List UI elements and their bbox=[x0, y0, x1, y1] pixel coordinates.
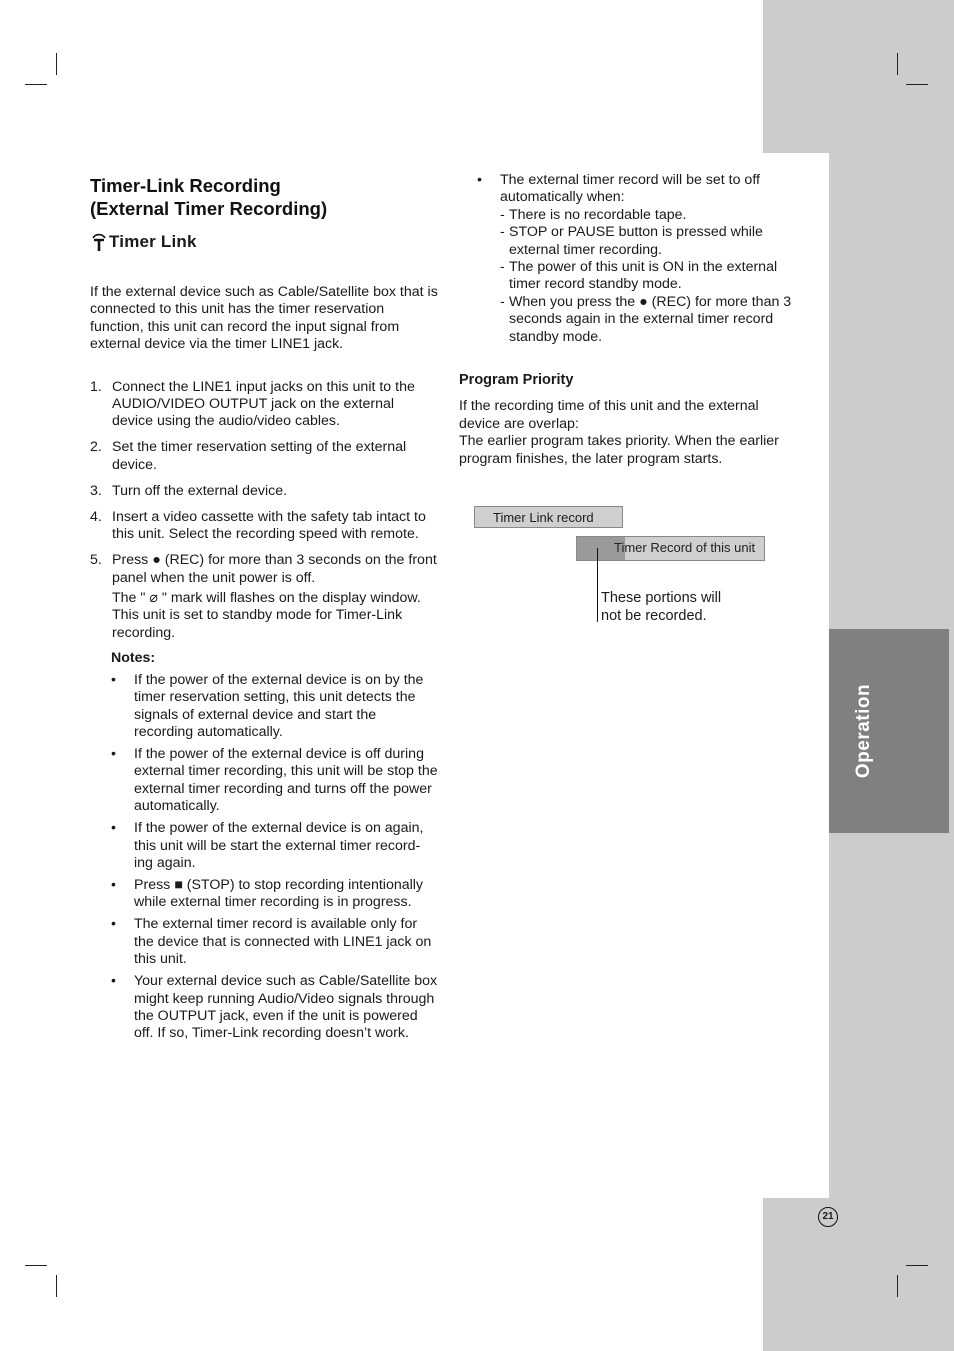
crop-mark bbox=[25, 1265, 47, 1266]
list-item bbox=[90, 877, 438, 912]
notes-list bbox=[90, 672, 438, 1043]
logo-text: Timer Link bbox=[109, 232, 197, 252]
list-item bbox=[90, 509, 438, 544]
step-number: 4. bbox=[90, 508, 102, 525]
crop-mark bbox=[906, 1265, 928, 1266]
page-number: 21 bbox=[818, 1207, 838, 1227]
list-item bbox=[90, 379, 438, 431]
timer-record-unit-label: Timer Record of this unit bbox=[614, 540, 756, 555]
step-text: Turn off the external device. bbox=[112, 482, 288, 499]
notes-heading: Notes: bbox=[111, 650, 156, 667]
title-line-1: Timer-Link Recording bbox=[90, 175, 281, 196]
bullet-icon: • bbox=[111, 820, 116, 837]
list-item bbox=[90, 439, 438, 474]
condition-text: STOP or PAUSE button is pressed while external timer recording. bbox=[509, 224, 763, 258]
right-column bbox=[459, 172, 799, 468]
steps-list bbox=[90, 379, 438, 643]
step-number: 3. bbox=[90, 482, 102, 499]
step-text: Set the timer reservation setting of the external device. bbox=[112, 439, 407, 473]
bullet-icon: • bbox=[111, 876, 116, 893]
crop-mark bbox=[56, 1275, 57, 1297]
priority-paragraph-1: If the recording time of this unit and the external device are overlap: bbox=[459, 398, 759, 432]
note-text: If the power of the external device is on by the timer reservation setting, this unit detects the signals of external device and start the recording automatically. bbox=[134, 671, 424, 740]
list-item: - There is no recordable tape. bbox=[500, 206, 687, 223]
step-text-b: The " ⌀ " mark will flashes on the display window. This unit is set to standby mode for Timer-Link recording. bbox=[112, 590, 421, 641]
intro-paragraph: If the external device such as Cable/Satellite box that is connected to this unit has the timer reservation function, this unit can record the input signal from external device via the timer LINE1 jack. bbox=[90, 284, 438, 353]
note-text: The external timer record is available only for the device that is connected with LINE1 jack on this unit. bbox=[134, 916, 432, 968]
side-margin-top bbox=[763, 0, 954, 153]
section-tab-label: Operation bbox=[853, 683, 874, 779]
bullet-icon: • bbox=[111, 916, 116, 933]
crop-mark bbox=[897, 1275, 898, 1297]
list-item bbox=[90, 973, 438, 1043]
list-item: - STOP or PAUSE button is pressed while external timer recording. bbox=[500, 224, 799, 259]
step-number: 5. bbox=[90, 552, 102, 569]
side-margin-bottom bbox=[763, 1198, 954, 1351]
list-item: - When you press the ● (REC) for more than 3 seconds again in the external timer record standby mode. bbox=[500, 294, 799, 346]
list-item bbox=[90, 746, 438, 816]
timer-link-icon bbox=[90, 232, 108, 252]
list-item: - The power of this unit is ON in the external timer record standby mode. bbox=[500, 259, 799, 294]
crop-mark bbox=[25, 84, 47, 85]
note-text: If the power of the external device is off during external timer recording, this unit will be stop the external timer recording and turns off the power automatically. bbox=[134, 745, 438, 815]
condition-text: There is no recordable tape. bbox=[509, 206, 687, 223]
left-column bbox=[90, 172, 438, 1047]
list-item bbox=[90, 552, 438, 642]
auto-off-bullet bbox=[459, 172, 799, 346]
note-text: If the power of the external device is on again, this unit will be start the external timer record-ing again. bbox=[134, 820, 424, 871]
timer-link-logo bbox=[90, 230, 438, 254]
condition-text: The power of this unit is ON in the external timer record standby mode. bbox=[509, 259, 778, 293]
step-text-a: Press ● (REC) for more than 3 seconds on the front panel when the unit power is off. bbox=[112, 552, 437, 586]
list-item bbox=[90, 483, 438, 500]
section-tab bbox=[829, 629, 949, 833]
priority-paragraph-2: The earlier program takes priority. When the earlier program finishes, the later program starts. bbox=[459, 433, 779, 467]
step-number: 1. bbox=[90, 378, 102, 395]
bullet-icon: • bbox=[111, 671, 116, 688]
crop-mark bbox=[897, 53, 898, 75]
section-title bbox=[90, 174, 438, 220]
overlap-note bbox=[601, 590, 721, 625]
step-number: 2. bbox=[90, 439, 102, 456]
overlap-note-line-1: These portions will bbox=[601, 590, 722, 606]
bullet-icon: • bbox=[111, 973, 116, 990]
step-text: Insert a video cassette with the safety tab intact to this unit. Select the recording speed with remote. bbox=[112, 508, 426, 543]
program-priority-heading: Program Priority bbox=[459, 372, 574, 389]
list-item bbox=[90, 820, 438, 872]
step-text: Connect the LINE1 input jacks on this unit to the AUDIO/VIDEO OUTPUT jack on the external device using the audio/video cables. bbox=[112, 378, 415, 430]
auto-off-conditions bbox=[500, 207, 799, 346]
crop-mark bbox=[906, 84, 928, 85]
bullet-intro: The external timer record will be set to off automatically when: bbox=[500, 172, 760, 206]
overlap-pointer-line bbox=[597, 548, 598, 622]
note-text: Your external device such as Cable/Satellite box might keep running Audio/Video signals through the OUTPUT jack, even if the unit is powered off. If so, Timer-Link recording doesn’t work. bbox=[134, 973, 438, 1042]
title-line-2: (External Timer Recording) bbox=[90, 198, 328, 219]
crop-mark bbox=[56, 53, 57, 75]
overlap-note-line-2: not be recorded. bbox=[601, 607, 707, 624]
bullet-icon: • bbox=[477, 172, 482, 188]
list-item bbox=[90, 672, 438, 742]
note-text: Press ■ (STOP) to stop recording intentionally while external timer recording is in progress. bbox=[134, 876, 424, 911]
list-item bbox=[90, 916, 438, 968]
bullet-icon bbox=[436, 172, 480, 346]
timer-link-record-bar: Timer Link record bbox=[474, 506, 623, 528]
step-text bbox=[112, 552, 438, 642]
condition-text: When you press the ● (REC) for more than 3 seconds again in the external timer record standby mode. bbox=[509, 293, 792, 345]
bullet-icon: • bbox=[111, 745, 116, 762]
